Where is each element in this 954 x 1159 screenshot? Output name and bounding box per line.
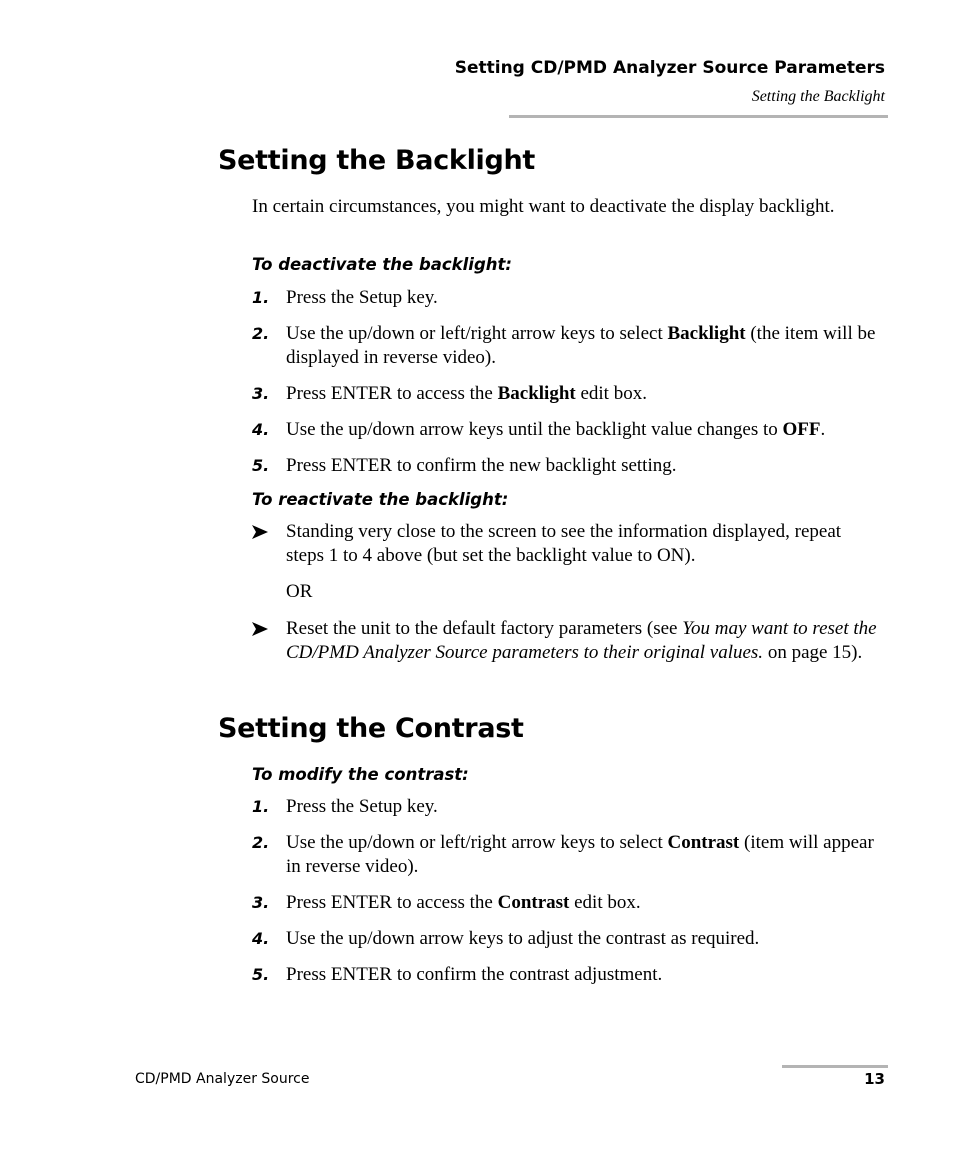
arrow-bullet-icon <box>252 525 268 539</box>
step-text: Use the up/down arrow keys until the backlight value changes to OFF. <box>286 419 826 440</box>
cross-reference-link[interactable]: You may want to reset the CD/PMD Analyzer Source parameters to their original values. <box>286 618 877 663</box>
step-number: 4. <box>252 929 270 948</box>
running-header-chapter: Setting CD/PMD Analyzer Source Parameters <box>454 58 885 78</box>
step-text: Use the up/down or left/right arrow keys to select Backlight (the item will be displayed in reverse video). <box>286 323 876 368</box>
ui-label-backlight: Backlight <box>667 323 746 344</box>
procedure-title-deactivate: To deactivate the backlight: <box>252 255 513 274</box>
arrow-bullet-icon <box>252 622 268 636</box>
step-number: 1. <box>252 797 270 816</box>
deactivate-step-1 <box>252 286 882 310</box>
contrast-step-3 <box>252 891 882 915</box>
header-rule <box>509 115 888 118</box>
step-number: 5. <box>252 456 270 475</box>
reactivate-bullet-2 <box>252 617 882 665</box>
step-text: Press ENTER to confirm the new backlight setting. <box>286 455 677 476</box>
footer-rule <box>782 1065 888 1068</box>
contrast-step-5 <box>252 963 882 987</box>
step-text: Use the up/down or left/right arrow keys to select Contrast (item will appear in reverse video). <box>286 832 874 877</box>
step-text: Press ENTER to confirm the contrast adjustment. <box>286 964 663 985</box>
step-number: 3. <box>252 384 270 403</box>
section-heading-contrast: Setting the Contrast <box>218 713 524 744</box>
step-number: 3. <box>252 893 270 912</box>
contrast-step-4 <box>252 927 882 951</box>
deactivate-step-5 <box>252 454 882 478</box>
step-number: 4. <box>252 420 270 439</box>
contrast-step-1 <box>252 795 882 819</box>
reactivate-bullet-1 <box>252 520 882 568</box>
step-number: 2. <box>252 833 270 852</box>
footer-product-name: CD/PMD Analyzer Source <box>135 1071 310 1087</box>
value-off: OFF <box>782 419 821 440</box>
ui-label-backlight: Backlight <box>497 383 576 404</box>
bullet-text: Reset the unit to the default factory parameters (see You may want to reset the CD/PMD Analyzer Source parameters to their original values. on page 15). <box>286 618 877 663</box>
ui-label-contrast: Contrast <box>497 892 570 913</box>
backlight-intro: In certain circumstances, you might want to deactivate the display backlight. <box>252 196 835 217</box>
step-number: 1. <box>252 288 270 307</box>
or-separator: OR <box>286 581 313 602</box>
deactivate-step-3 <box>252 382 882 406</box>
step-number: 5. <box>252 965 270 984</box>
step-text: Press ENTER to access the Contrast edit box. <box>286 892 641 913</box>
procedure-title-reactivate: To reactivate the backlight: <box>252 490 509 509</box>
section-heading-backlight: Setting the Backlight <box>218 145 536 176</box>
ui-label-contrast: Contrast <box>667 832 740 853</box>
procedure-title-modify-contrast: To modify the contrast: <box>252 765 469 784</box>
step-text: Press the Setup key. <box>286 796 438 817</box>
contrast-step-2 <box>252 831 882 879</box>
deactivate-step-4 <box>252 418 882 442</box>
running-header-section: Setting the Backlight <box>751 88 885 105</box>
bullet-text: Standing very close to the screen to see the information displayed, repeat steps 1 to 4 above (but set the backlight value to ON). <box>286 521 842 566</box>
page-number: 13 <box>864 1070 885 1088</box>
step-text: Press the Setup key. <box>286 287 438 308</box>
step-text: Press ENTER to access the Backlight edit box. <box>286 383 647 404</box>
step-number: 2. <box>252 324 270 343</box>
step-text: Use the up/down arrow keys to adjust the contrast as required. <box>286 928 760 949</box>
deactivate-step-2 <box>252 322 882 370</box>
